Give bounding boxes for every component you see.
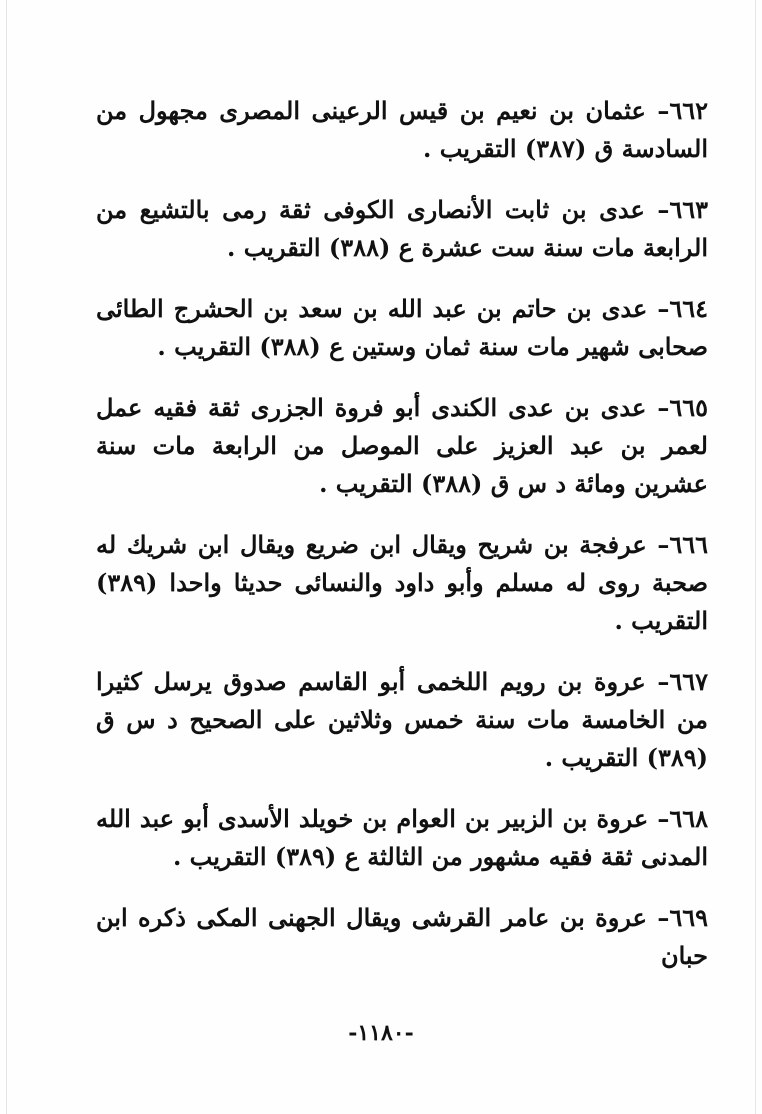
entry-separator: – bbox=[657, 195, 670, 224]
entry-668 bbox=[96, 800, 708, 876]
entry-text: عروة بن رويم اللخمى أبو القاسم صدوق يرسل كثيرا من الخامسة مات سنة خمس وثلاثين على الصحيح د س ق (٣٨٩) التقريب . bbox=[96, 667, 708, 772]
entry-669 bbox=[96, 899, 708, 975]
entry-666 bbox=[96, 526, 708, 640]
entry-number: ٦٦٩ bbox=[669, 903, 709, 932]
entry-text: عروة بن الزبير بن العوام بن خويلد الأسدى أبو عبد الله المدنى ثقة فقيه مشهور من الثالثة ع (٣٨٩) التقريب . bbox=[96, 804, 708, 871]
entry-667 bbox=[96, 663, 708, 777]
entry-separator: – bbox=[657, 96, 670, 125]
entry-separator: – bbox=[657, 294, 670, 323]
entry-text: عدى بن عدى الكندى أبو فروة الجزرى ثقة فقيه عمل لعمر بن عبد العزيز على الموصل من الرابعة مات سنة عشرين ومائة د س ق (٣٨٨) التقريب . bbox=[96, 393, 708, 498]
entry-separator: – bbox=[657, 903, 670, 932]
entry-663 bbox=[96, 191, 708, 267]
entry-665 bbox=[96, 389, 708, 503]
entry-text: عروة بن عامر القرشى ويقال الجهنى المكى ذكره ابن حبان bbox=[96, 903, 708, 970]
entry-text: عثمان بن نعيم بن قيس الرعينى المصرى مجهول من السادسة ق (٣٨٧) التقريب . bbox=[96, 96, 708, 163]
entry-text: عدى بن حاتم بن عبد الله بن سعد بن الحشرج الطائى صحابى شهير مات سنة ثمان وستين ع (٣٨٨) التقريب . bbox=[96, 294, 708, 361]
entry-number: ٦٦٥ bbox=[669, 393, 708, 422]
page-number: -١١٨٠- bbox=[348, 1020, 414, 1046]
entry-number: ٦٦٦ bbox=[669, 530, 708, 559]
entry-number: ٦٦٤ bbox=[669, 294, 708, 323]
entry-text: عرفجة بن شريح ويقال ابن ضريع ويقال ابن شريك له صحبة روى له مسلم وأبو داود والنسائى حديثا واحدا (٣٨٩) التقريب . bbox=[96, 530, 708, 635]
entry-number: ٦٦٣ bbox=[669, 195, 708, 224]
entry-separator: – bbox=[657, 667, 670, 696]
entry-number: ٦٦٨ bbox=[669, 804, 708, 833]
entry-separator: – bbox=[657, 530, 670, 559]
entry-separator: – bbox=[657, 804, 670, 833]
entry-number: ٦٦٧ bbox=[669, 667, 708, 696]
entries-text-block bbox=[96, 92, 708, 998]
page-left-edge bbox=[6, 0, 7, 1114]
entry-662 bbox=[96, 92, 708, 168]
entry-separator: – bbox=[657, 393, 670, 422]
entry-text: عدى بن ثابت الأنصارى الكوفى ثقة رمى بالتشيع من الرابعة مات سنة ست عشرة ع (٣٨٨) التقريب . bbox=[96, 195, 708, 262]
entry-664 bbox=[96, 290, 708, 366]
page-right-edge bbox=[755, 0, 756, 1114]
entry-number: ٦٦٢ bbox=[669, 96, 709, 125]
